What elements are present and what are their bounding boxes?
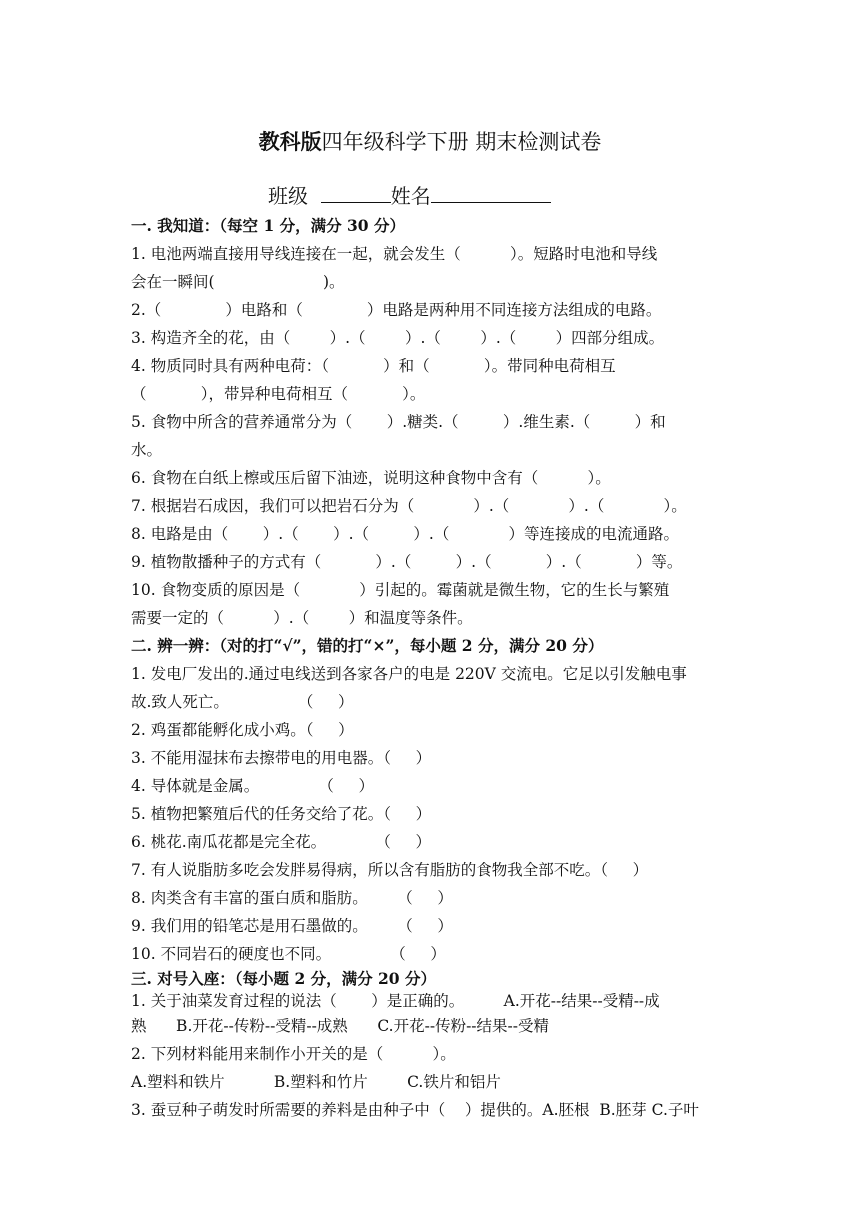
name-blank[interactable] [431, 180, 551, 203]
question-line: 5. 植物把繁殖后代的任务交给了花。（ ） [131, 805, 432, 823]
question-line: 需要一定的（ ）.（ ）和温度等条件。 [131, 609, 473, 627]
question-line: 9. 植物散播种子的方式有（ ）.（ ）.（ ）.（ ）等。 [131, 553, 683, 571]
exam-content [131, 212, 741, 1124]
question-line: 3. 不能用湿抹布去擦带电的用电器。（ ） [131, 749, 432, 767]
question-line: 熟 B.开花--传粉--受精--成熟 C.开花--传粉--结果--受精 [131, 1017, 550, 1035]
question-line: 会在一瞬间( )。 [131, 273, 345, 291]
question-line: 9. 我们用的铅笔芯是用石墨做的。 （ ） [131, 917, 453, 935]
name-label: 姓名 [390, 184, 431, 208]
question-line: 5. 食物中所含的营养通常分为（ ）.糖类.（ ）.维生素.（ ）和 [131, 413, 666, 431]
question-line: （ ），带异种电荷相互（ ）。 [131, 385, 426, 403]
question-line: 1. 电池两端直接用导线连接在一起，就会发生（ ）。短路时电池和导线 [131, 245, 658, 263]
class-blank[interactable] [321, 180, 391, 203]
title-rest-part: 四年级科学下册 期末检测试卷 [321, 130, 602, 154]
question-line: 3. 蚕豆种子萌发时所需要的养料是由种子中（ ）提供的。A.胚根 B.胚芽 C.子叶 [131, 1101, 699, 1119]
section-1-heading: 一. 我知道：（每空 1 分，满分 30 分） [131, 216, 405, 235]
question-line: 4. 物质同时具有两种电荷：（ ）和（ ）。带同种电荷相互 [131, 357, 616, 375]
question-line: 3. 构造齐全的花，由（ ）.（ ）.（ ）.（ ）四部分组成。 [131, 329, 665, 347]
question-line: 7. 根据岩石成因，我们可以把岩石分为（ ）.（ ）.（ ）。 [131, 497, 687, 515]
question-line: 故.致人死亡。 （ ） [131, 693, 354, 711]
class-label: 班级 [268, 184, 321, 208]
question-line: A.塑料和铁片 B.塑料和竹片 C.铁片和铝片 [131, 1073, 501, 1091]
title-bold-part: 教科版 [258, 129, 322, 154]
question-line: 2. 鸡蛋都能孵化成小鸡。（ ） [131, 721, 354, 739]
question-line: 8. 电路是由（ ）.（ ）.（ ）.（ ）等连接成的电流通路。 [131, 525, 679, 543]
section-3-heading: 三. 对号入座：（每小题 2 分，满分 20 分） [131, 969, 436, 988]
question-line: 6. 桃花.南瓜花都是完全花。 （ ） [131, 833, 432, 851]
question-line: 2.（ ）电路和（ ）电路是两种用不同连接方法组成的电路。 [131, 301, 662, 319]
question-line: 水。 [131, 441, 163, 459]
question-line: 6. 食物在白纸上檫或压后留下油迹，说明这种食物中含有（ ）。 [131, 469, 611, 487]
question-line: 10. 食物变质的原因是（ ）引起的。霉菌就是微生物，它的生长与繁殖 [131, 581, 670, 599]
page-title [0, 126, 860, 158]
section-2-heading: 二. 辨一辨：（对的打“√”，错的打“×”，每小题 2 分，满分 20 分） [131, 636, 604, 655]
question-line: 1. 关于油菜发育过程的说法（ ）是正确的。 A.开花--结果--受精--成 [131, 992, 660, 1010]
question-line: 7. 有人说脂肪多吃会发胖易得病，所以含有脂肪的食物我全部不吃。（ ） [131, 861, 649, 879]
question-line: 10. 不同岩石的硬度也不同。 （ ） [131, 945, 446, 963]
question-line: 2. 下列材料能用来制作小开关的是（ ）。 [131, 1045, 456, 1063]
question-line: 8. 肉类含有丰富的蛋白质和脂肪。 （ ） [131, 889, 453, 907]
question-line: 4. 导体就是金属。 （ ） [131, 777, 374, 795]
question-line: 1. 发电厂发出的.通过电线送到各家各户的电是 220V 交流电。它足以引发触电事 [131, 665, 687, 683]
student-info-line [268, 180, 551, 211]
